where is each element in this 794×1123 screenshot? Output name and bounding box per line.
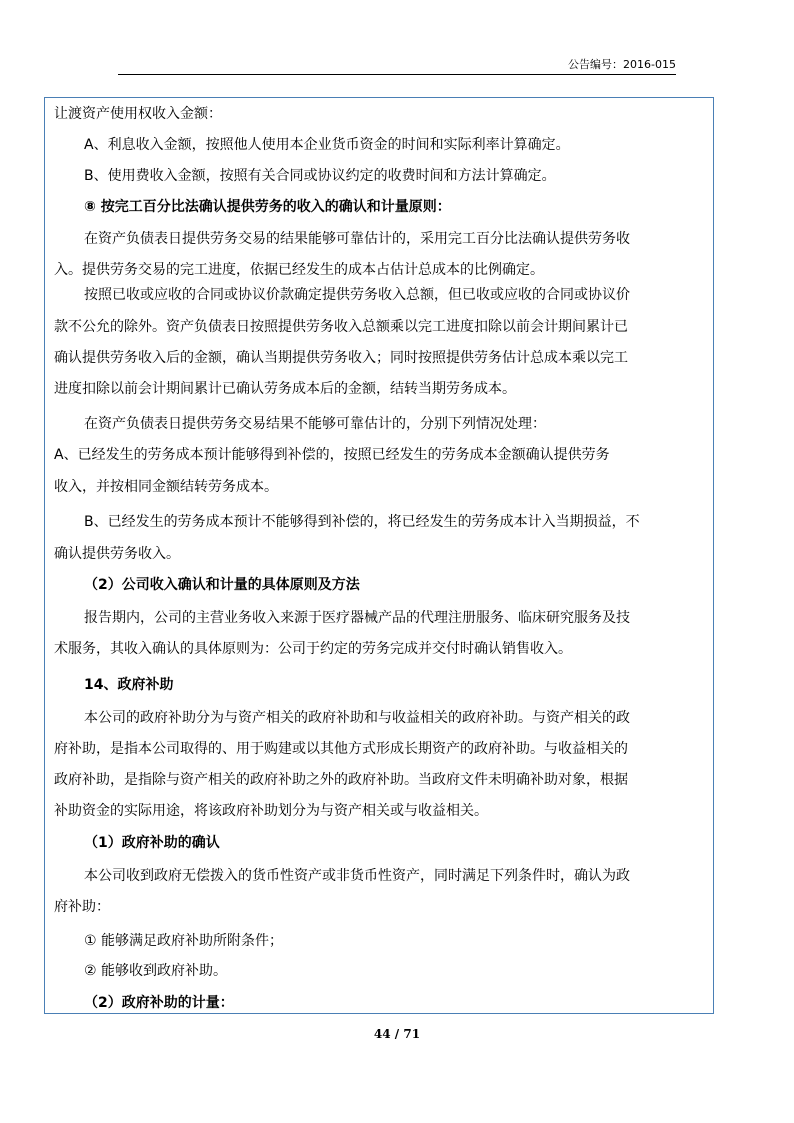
list-item: ② 能够收到政府补助。 xyxy=(84,963,228,979)
text-line: 款不公允的除外。资产负债表日按照提供劳务收入总额乘以完工进度扣除以前会计期间累计已 xyxy=(54,319,628,335)
text-line: 补助资金的实际用途，将该政府补助划分为与资产相关或与收益相关。 xyxy=(54,803,488,819)
section-heading: （2）公司收入确认和计量的具体原则及方法 xyxy=(84,577,360,593)
text-line: 术服务，其收入确认的具体原则为：公司于约定的劳务完成并交付时确认销售收入。 xyxy=(54,641,572,657)
text-line: 在资产负债表日提供劳务交易结果不能够可靠估计的，分别下列情况处理： xyxy=(84,416,546,432)
text-line: 本公司收到政府无偿拨入的货币性资产或非货币性资产，同时满足下列条件时，确认为政 xyxy=(84,868,630,884)
page-number: 44 / 71 xyxy=(373,1027,421,1041)
text-line: 让渡资产使用权收入金额： xyxy=(54,106,222,122)
text-line: 确认提供劳务收入后的金额，确认当期提供劳务收入；同时按照提供劳务估计总成本乘以完工 xyxy=(54,350,628,366)
text-line: 按照已收或应收的合同或协议价款确定提供劳务收入总额，但已收或应收的合同或协议价 xyxy=(84,287,630,303)
section-heading: （2）政府补助的计量： xyxy=(84,995,234,1011)
text-line: 政府补助，是指除与资产相关的政府补助之外的政府补助。当政府文件未明确补助对象，根据 xyxy=(54,772,628,788)
text-line: 入。提供劳务交易的完工进度，依据已经发生的成本占估计总成本的比例确定。 xyxy=(54,262,544,278)
text-line: A、已经发生的劳务成本预计能够得到补偿的，按照已经发生的劳务成本金额确认提供劳务 xyxy=(54,447,610,463)
text-line: 确认提供劳务收入。 xyxy=(54,546,180,562)
text-line: 报告期内，公司的主营业务收入来源于医疗器械产品的代理注册服务、临床研究服务及技 xyxy=(84,610,630,626)
header-rule xyxy=(118,74,676,75)
text-line: 进度扣除以前会计期间累计已确认劳务成本后的金额，结转当期劳务成本。 xyxy=(54,381,516,397)
text-line: 本公司的政府补助分为与资产相关的政府补助和与收益相关的政府补助。与资产相关的政 xyxy=(84,710,630,726)
text-line: 在资产负债表日提供劳务交易的结果能够可靠估计的，采用完工百分比法确认提供劳务收 xyxy=(84,231,630,247)
text-line: A、利息收入金额，按照他人使用本企业货币资金的时间和实际利率计算确定。 xyxy=(84,137,570,153)
section-heading: 14、政府补助 xyxy=(84,677,174,693)
text-line: B、已经发生的劳务成本预计不能够得到补偿的，将已经发生的劳务成本计入当期损益，不 xyxy=(84,514,640,530)
section-heading: （1）政府补助的确认 xyxy=(84,835,220,851)
text-line: 府补助，是指本公司取得的、用于购建或以其他方式形成长期资产的政府补助。与收益相关的 xyxy=(54,741,628,757)
text-line: 收入，并按相同金额结转劳务成本。 xyxy=(54,479,278,495)
section-heading: ⑧ 按完工百分比法确认提供劳务的收入的确认和计量原则： xyxy=(84,199,451,215)
text-line: B、使用费收入金额，按照有关合同或协议约定的收费时间和方法计算确定。 xyxy=(84,168,556,184)
list-item: ① 能够满足政府补助所附条件； xyxy=(84,933,284,949)
announcement-code: 公告编号：2016-015 xyxy=(568,58,676,71)
text-line: 府补助： xyxy=(54,899,110,915)
